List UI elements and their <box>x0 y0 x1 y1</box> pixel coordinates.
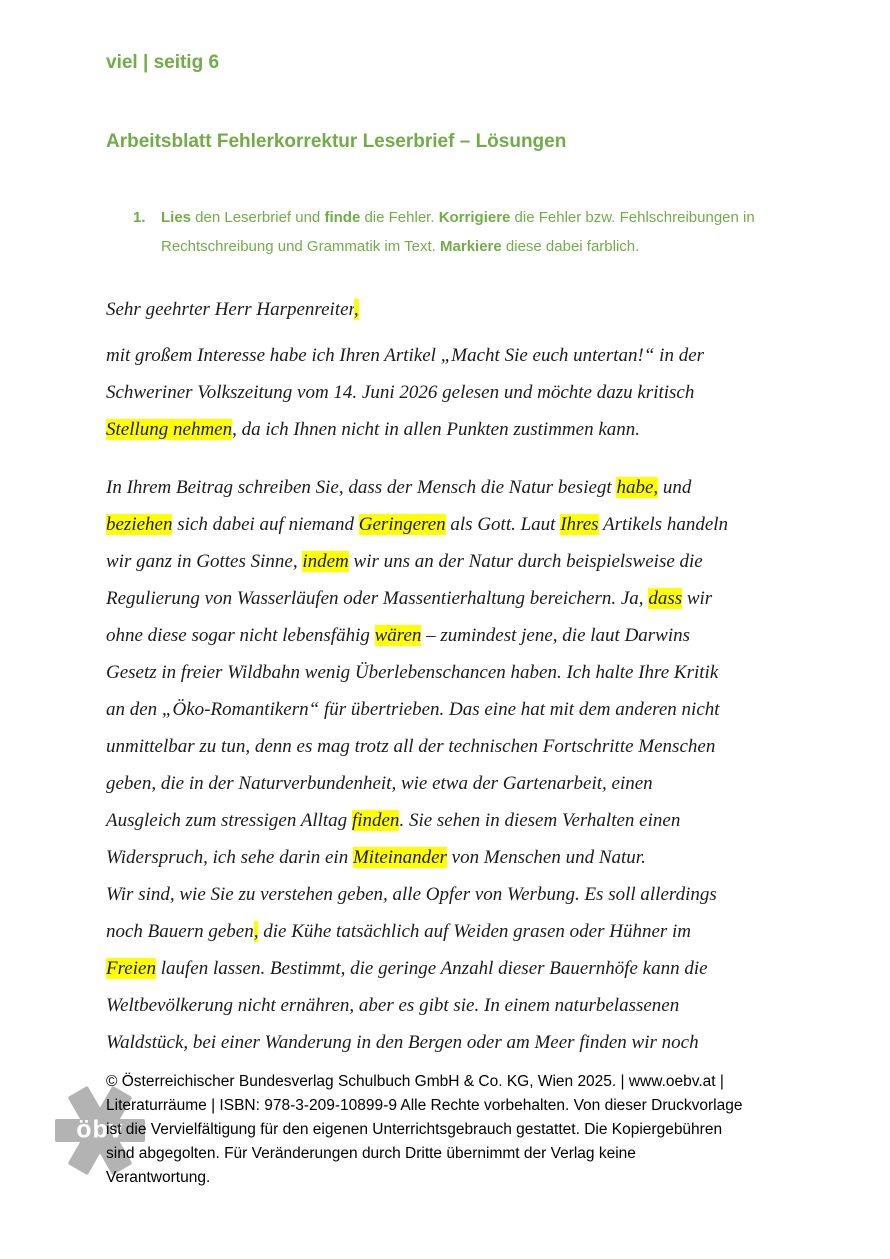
text-run: Gesetz in freier Wildbahn wenig Überlebenschancen haben. Ich halte Ihre Kritik <box>106 662 719 683</box>
copyright-footer <box>106 1070 816 1190</box>
text-run: Weltbevölkerung nicht ernähren, aber es gibt sie. In einem naturbelassenen <box>106 995 680 1016</box>
letter-paragraph <box>106 469 806 1061</box>
letter-line <box>106 765 806 802</box>
letter-line <box>106 728 806 765</box>
letter-line <box>106 987 806 1024</box>
text-run: geben, die in der Naturverbundenheit, wie etwa der Gartenarbeit, einen <box>106 773 653 794</box>
task-keyword: Korrigiere <box>438 209 511 226</box>
highlighted-correction: Geringeren <box>358 514 446 535</box>
task-text <box>161 203 793 261</box>
letter-paragraph <box>106 337 806 448</box>
text-run: mit großem Interesse habe ich Ihren Artikel „Macht Sie euch untertan!“ in der <box>106 345 705 366</box>
letter-paragraph <box>106 291 806 328</box>
highlighted-correction: habe, <box>616 477 659 498</box>
letter-line <box>106 469 806 506</box>
text-run: . Sie sehen in diesem Verhalten einen <box>399 810 681 831</box>
text-run: Schweriner Volkszeitung vom 14. Juni 2026 gelesen und möchte dazu kritisch <box>106 382 695 403</box>
task-number: 1. <box>133 209 146 226</box>
letter-line <box>106 506 806 543</box>
text-run: – zumindest jene, die laut Darwins <box>421 625 691 646</box>
letter-line <box>106 654 806 691</box>
letter-line <box>106 1024 806 1061</box>
text-run: wir uns an der Natur durch beispielsweise die <box>348 551 703 572</box>
highlighted-correction: Freien <box>106 958 156 979</box>
highlighted-correction: , <box>353 299 359 320</box>
letter-body <box>106 291 806 1061</box>
letter-line <box>106 580 806 617</box>
text-run: Sehr geehrter Herr Harpenreiter <box>106 299 354 320</box>
task-keyword: finde <box>324 209 361 226</box>
text-run: Ausgleich zum stressigen Alltag <box>106 810 352 831</box>
text-run: diese dabei farblich. <box>501 238 640 255</box>
text-run: sich dabei auf niemand <box>172 514 359 535</box>
letter-line <box>106 876 806 913</box>
text-run: die Fehler. <box>360 209 439 226</box>
text-run: die Fehler bzw. Fehlschreibungen in Rechtschreibung und Grammatik im Text. <box>161 209 755 255</box>
text-run: als Gott. Laut <box>445 514 561 535</box>
highlighted-correction: finden <box>351 810 400 831</box>
letter-line <box>106 617 806 654</box>
text-run: ohne diese sogar nicht lebensfähig <box>106 625 375 646</box>
text-run: noch Bauern geben <box>106 921 254 942</box>
letter-line <box>106 950 806 987</box>
letter-line <box>106 543 806 580</box>
letter-line <box>106 913 806 950</box>
letter-line <box>106 291 806 328</box>
letter-line <box>106 337 806 374</box>
text-run: Artikels handeln <box>598 514 729 535</box>
task-keyword: Markiere <box>440 238 502 255</box>
text-run: von Menschen und Natur. <box>446 847 646 868</box>
text-run: unmittelbar zu tun, denn es mag trotz all der technischen Fortschritte Menschen <box>106 736 716 757</box>
footer-line: Literaturräume | ISBN: 978-3-209-10899-9 Alle Rechte vorbehalten. Von dieser Druckvorlage <box>106 1097 743 1114</box>
highlighted-correction: dass <box>648 588 683 609</box>
watermark-label: öbv <box>76 1115 124 1144</box>
page-title: Arbeitsblatt Fehlerkorrektur Leserbrief – Lösungen <box>106 131 567 152</box>
highlighted-correction: Ihres <box>560 514 599 535</box>
letter-line <box>106 802 806 839</box>
text-run: laufen lassen. Bestimmt, die geringe Anzahl dieser Bauernhöfe kann die <box>155 958 708 979</box>
footer-line: sind abgegolten. Für Veränderungen durch Dritte übernimmt der Verlag keine <box>106 1145 636 1162</box>
highlighted-correction: Stellung nehmen <box>106 419 233 440</box>
text-run: Waldstück, bei einer Wanderung in den Bergen oder am Meer finden wir noch <box>106 1032 699 1053</box>
text-run: In Ihrem Beitrag schreiben Sie, dass der Mensch die Natur besiegt <box>106 477 617 498</box>
task-keyword: Lies <box>161 209 192 226</box>
highlighted-correction: Miteinander <box>352 847 447 868</box>
text-run: Wir sind, wie Sie zu verstehen geben, alle Opfer von Werbung. Es soll allerdings <box>106 884 717 905</box>
text-run: Widerspruch, ich sehe darin ein <box>106 847 353 868</box>
letter-line <box>106 839 806 876</box>
footer-line: ist die Vervielfältigung für den eigenen Unterrichtsgebrauch gestattet. Die Kopiergebühren <box>106 1121 723 1138</box>
footer-line: © Österreichischer Bundesverlag Schulbuch GmbH & Co. KG, Wien 2025. | www.oebv.at | <box>106 1073 724 1090</box>
brand-header: viel | seitig 6 <box>106 52 220 73</box>
letter-line <box>106 691 806 728</box>
highlighted-correction: indem <box>302 551 349 572</box>
task-instruction <box>133 203 793 261</box>
letter-line <box>106 411 806 448</box>
letter-line <box>106 374 806 411</box>
text-run: die Kühe tatsächlich auf Weiden grasen oder Hühner im <box>258 921 692 942</box>
highlighted-correction: , <box>253 921 259 942</box>
text-run: , da ich Ihnen nicht in allen Punkten zustimmen kann. <box>232 419 640 440</box>
text-run: Regulierung von Wasserläufen oder Massentierhaltung bereichern. Ja, <box>106 588 649 609</box>
text-run: wir ganz in Gottes Sinne, <box>106 551 303 572</box>
text-run: und <box>658 477 692 498</box>
footer-line: Verantwortung. <box>106 1169 211 1186</box>
text-run: an den „Öko-Romantikern“ für übertrieben. Das eine hat mit dem anderen nicht <box>106 699 720 720</box>
highlighted-correction: wären <box>374 625 422 646</box>
highlighted-correction: beziehen <box>106 514 173 535</box>
text-run: wir <box>682 588 713 609</box>
text-run: den Leserbrief und <box>191 209 325 226</box>
